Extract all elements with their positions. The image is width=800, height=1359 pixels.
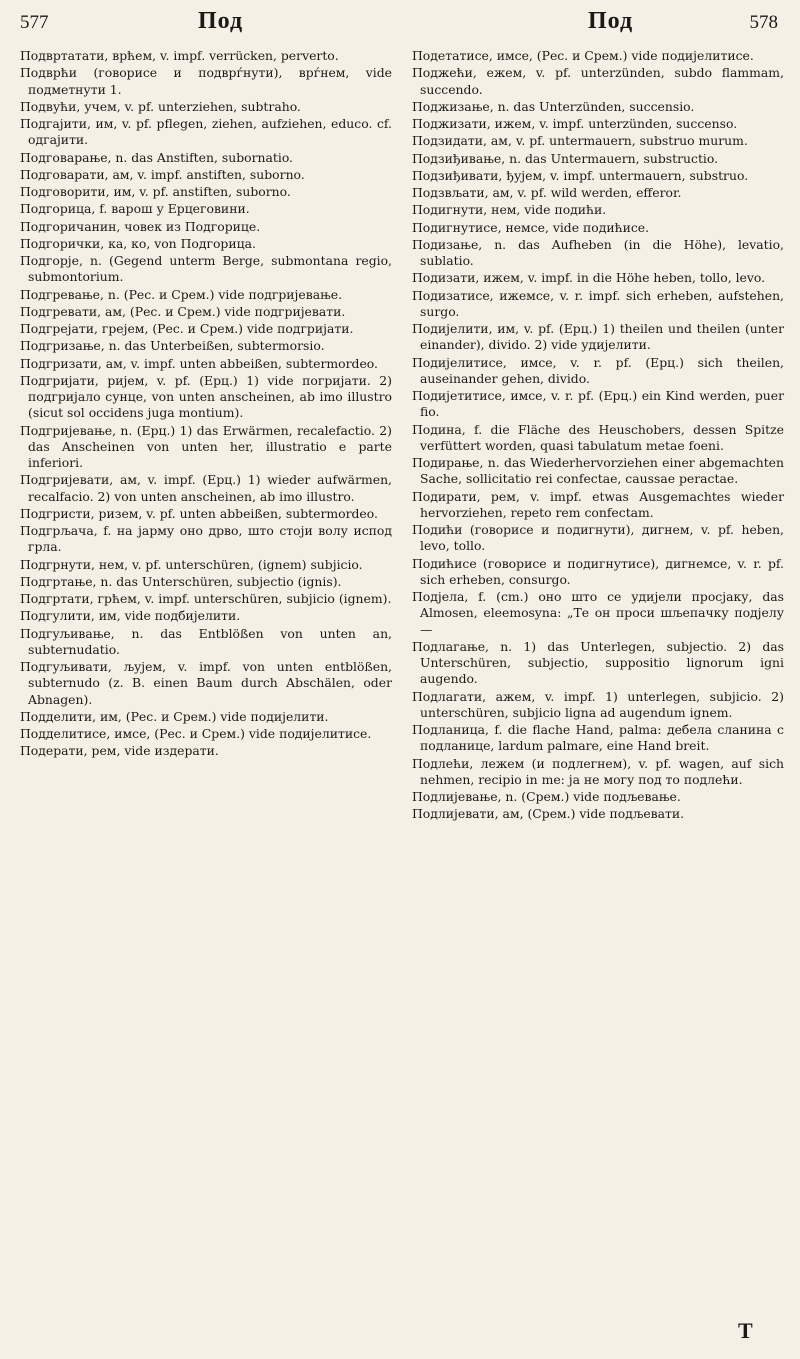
dictionary-entry: Подгрљача, f. на јарму оно дрво, што стоји волу испод грла. (20, 523, 392, 555)
dictionary-entry: Подзидати, ам, v. pf. untermauern, substruo murum. (412, 133, 748, 149)
dictionary-entry: Подгријати, ријем, v. pf. (Ерц.) 1) vide погријати. 2) подгријало сунце, von unten anscheinen, ab imo illustro (sicut sol occidens juga montium). (20, 372, 392, 421)
dictionary-entry: Подгртање, n. das Unterschüren, subjectio (ignis). (20, 573, 342, 589)
dictionary-entry: Подзиђивати, ђујем, v. impf. untermauern, substruo. (412, 167, 749, 183)
dictionary-entry: Подзиђивање, n. das Untermauern, substructio. (412, 150, 719, 166)
dictionary-entry: Подгревање, n. (Рес. и Срем.) vide подгријевање. (20, 286, 343, 302)
dictionary-entry: Подизање, n. das Aufheben (in die Höhe), levatio, sublatio. (412, 236, 784, 268)
dictionary-entry: Подговарање, n. das Anstiften, subornatio. (20, 149, 293, 165)
left-column (20, 48, 392, 761)
dictionary-entry: Подлијевање, n. (Срем.) vide подљевање. (412, 789, 681, 804)
dictionary-entry: Подигнутисе, немсе, vide подићисе. (412, 219, 650, 235)
dictionary-entry: Подгуљивати, љујем, v. impf. von unten entblößen, subternudo (z. B. einen Baum durch Abschälen, oder Abnagen). (20, 659, 392, 707)
dictionary-entry: Подвући, учем, v. pf. unterziehen, subtraho. (20, 98, 301, 114)
dictionary-entry: Подделити, им, (Рес. и Срем.) vide подијелити. (20, 708, 329, 724)
dictionary-entry: Подићисе (говорисе и подигнутисе), дигнемсе, v. r. pf. sich erheben, consurgo. (412, 555, 784, 587)
dictionary-entry: Подгуљивање, n. das Entblößen von unten an, subternudatio. (20, 625, 392, 657)
dictionary-entry: Поджећи, ежем, v. pf. unterzünden, subdo flammam, succendo. (412, 65, 784, 97)
right-page-number: 578 (749, 12, 778, 33)
dictionary-entry: Подијелитисе, имсе, v. r. pf. (Ерц.) sich theilen, auseinander gehen, divido. (412, 354, 784, 386)
signature-mark: T (738, 1318, 753, 1343)
dictionary-entry: Подирање, n. das Wiederhervorziehen einer abgemachten Sache, sollicitatio rei confectae, caussae peractae. (412, 455, 784, 487)
dictionary-entry: Подгулити, им, vide подбијелити. (20, 608, 241, 624)
dictionary-entry: Подланица, f. die flache Hand, palma: дебела сланина с подланице, lardum palmare, eine Hand breit. (412, 722, 784, 754)
dictionary-entry: Подигнути, нем, vide подићи. (412, 202, 607, 218)
dictionary-entry: Подврћи (говорисе и подврѓнути), врѓнем, vide подметнути 1. (20, 65, 392, 97)
dictionary-entry: Подвртатати, врћем, v. impf. verrücken, pervertо. (20, 48, 339, 63)
dictionary-entry: Поджизати, ижем, v. impf. unterzünden, succenso. (412, 116, 738, 131)
dictionary-entry: Подгорје, n. (Gegend unterm Berge, submontana regio, submontorium. (20, 253, 392, 285)
dictionary-entry: Подлагати, ажем, v. impf. 1) unterlegen, subjicio. 2) unterschüren, subjicio ligna ad augendum ignem. (412, 688, 784, 720)
dictionary-entry: Подизати, ижем, v. impf. in die Höhe heben, tollo, levo. (412, 270, 766, 286)
dictionary-entry: Подгорички, ка, ко, von Подгорица. (20, 235, 256, 251)
dictionary-entry: Подговорити, им, v. pf. anstiften, suborno. (20, 184, 291, 199)
right-column (412, 48, 784, 824)
dictionary-entry: Подгревати, ам, (Рес. и Срем.) vide подгријевати. (20, 303, 346, 319)
dictionary-entry: Подделитисе, имсе, (Рес. и Срем.) vide подијелитисе. (20, 726, 372, 741)
page-header (20, 8, 778, 42)
dictionary-entry: Поджизање, n. das Unterzünden, succensio. (412, 98, 695, 114)
dictionary-entry: Подизатисе, ижемсе, v. r. impf. sich erheben, aufstehen, surgo. (412, 287, 784, 319)
dictionary-entry: Подгријевање, n. (Ерц.) 1) das Erwärmen, recalefactio. 2) das Anscheinen von unten her, illustratio e parte inferiori. (20, 422, 392, 470)
dictionary-entry: Подлећи, лежем (и подлегнем), v. pf. wagen, auf sich nehmen, recipio in me: ја не могу под то подлећи. (412, 755, 784, 787)
dictionary-entry: Подгристи, ризем, v. pf. unten abbeißen, subtermordeo. (20, 505, 378, 521)
dictionary-entry: Подијелити, им, v. pf. (Ерц.) 1) theilen und theilen (unter einander), divido. 2) vide удијелити. (412, 321, 784, 353)
right-running-head: Под (588, 8, 634, 34)
dictionary-entry: Подгризати, ам, v. impf. unten abbeißen, subtermordeo. (20, 355, 378, 371)
dictionary-entry: Подирати, рем, v. impf. etwas Ausgemachtes wieder hervorziehen, repeto rem confectam. (412, 488, 784, 520)
dictionary-entry: Подгорица, f. варош у Ерцеговини. (20, 201, 250, 217)
dictionary-entry: Подерати, рем, vide издерати. (20, 743, 219, 759)
dictionary-entry: Подлијевати, ам, (Срем.) vide подљевати. (412, 806, 685, 822)
dictionary-entry: Подгоричанин, човек из Подгорице. (20, 218, 261, 234)
dictionary-entry: Подгријевати, ам, v. impf. (Ерц.) 1) wieder aufwärmen, recalfacio. 2) von unten anscheinen, ab imo illustro. (20, 472, 392, 504)
left-running-head: Под (198, 8, 244, 34)
dictionary-entry: Подјела, f. (cm.) оно што се удијели просјаку, das Almosen, eleemosyna: „Те он проси шљепачку подјелу — (412, 589, 784, 637)
dictionary-entry: Подгајити, им, v. pf. pflegen, ziehen, aufziehen, educo. cf. одгајити. (20, 116, 392, 148)
dictionary-entry: Подгризање, n. das Unterbeißen, subtermorsio. (20, 338, 325, 354)
dictionary-entry: Подгрејати, грејем, (Рес. и Срем.) vide подгријати. (20, 321, 354, 336)
dictionary-entry: Подићи (говорисе и подигнути), дигнем, v. pf. heben, levo, tollo. (412, 522, 784, 554)
dictionary-entry: Подгрнути, нем, v. pf. unterschüren, (ignem) subjicio. (20, 556, 363, 572)
dictionary-entry: Подијетитисе, имсе, v. r. pf. (Ерц.) ein Kind werden, puer fio. (412, 388, 784, 420)
dictionary-entry: Подетатисе, имсе, (Рес. и Срем.) vide подијелитисе. (412, 48, 754, 63)
dictionary-entry: Подзвљати, ам, v. pf. wild werden, efferor. (412, 185, 682, 200)
left-page-number: 577 (20, 12, 49, 33)
dictionary-entry: Подлагање, n. 1) das Unterlegen, subjectio. 2) das Unterschüren, subjectio, suppositio lignorum igni augendo. (412, 638, 784, 687)
dictionary-entry: Подина, f. die Fläche des Heuschobers, dessen Spitze verfüttert worden, quasi tabulatum metae foeni. (412, 421, 784, 453)
dictionary-entry: Подговарати, ам, v. impf. anstiften, suborno. (20, 166, 305, 182)
dictionary-entry: Подгртати, грћем, v. impf. unterschüren, subjicio (ignem). (20, 591, 392, 606)
